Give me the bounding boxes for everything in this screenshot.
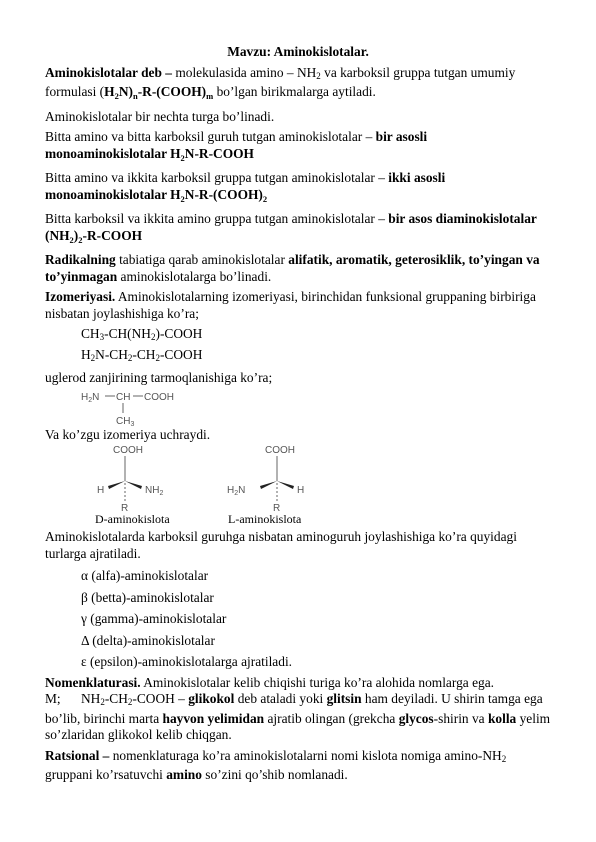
d-aminokislota-label: D-aminokislota [95,512,170,526]
l-aminokislota-label: L-aminokislota [228,512,302,526]
mono-paragraph: Bitta amino va bitta karboksil guruh tutgan aminokislotalar – bir asosli monoaminokislotalar $H_2N-R$-COOH [45,129,428,163]
svg-text:CH: CH [116,391,131,403]
isomer-formula-2: H2N-CH2-CH2-COOH [81,346,203,363]
page-title: Mavzu: Aminokislotalar. [227,44,369,59]
mirror-paragraph: Va ko’zgu izomeriya uchraydi. [45,426,211,442]
svg-text:COOH: COOH [144,391,174,403]
nomenclature-paragraph: Nomenklaturasi. Aminokislotalar kelib chiqishi turiga ko’ra alohida nomlarga ega. [45,674,495,690]
svg-text:COOH: COOH [265,445,295,456]
svg-text:NH2: $NH_2$ [145,485,164,497]
svg-text:R: R [273,503,281,513]
greek-item-epsilon: ε (epsilon)-aminokislotalarga ajratiladi. [81,654,293,669]
diamino-paragraph: Bitta karboksil va ikkita amino gruppa tutgan aminokislotalar – bir asos diaminokislotalar $(NH_2)_2-R$-COOH [45,211,537,245]
svg-text:H2N: $H_2N$ [81,391,100,404]
svg-text:H: H [97,485,105,496]
svg-text:CH3: $CH_3$ [116,415,135,427]
l-amino-acid-structure [227,445,304,513]
svg-text:R: R [121,503,129,513]
rational-paragraph: Ratsional – nomenklaturaga ko’ra aminokislotalarni nomi kislota nomiga amino-NH2 gruppani ko’rsatuvchi amino so’zini qo’shib nomlanadi. [45,747,507,782]
branched-formula-diagram [45,387,245,427]
document-page [45,44,551,788]
position-paragraph: Aminokislotalarda karboksil guruhga nisbatan aminoguruh joylashishiga ko’ra quyidagi turlarga ajratiladi. [45,529,517,561]
isomer-paragraph: Izomeriyasi. Aminokislotalarning izomeriyasi, birinchidan funksional gruppaning birbiriga nisbatan joylashishiga ko’ra; [45,289,536,321]
greek-item-delta: Δ (delta)-aminokislotalar [81,632,215,648]
isomer-formula-1: CH3-CH(NH2)-COOH [81,326,203,342]
greek-item-gamma: γ (gamma)-aminokislotalar [81,611,227,626]
d-amino-acid-structure [97,445,163,513]
carbon-chain-paragraph: uglerod zanjirining tarmoqlanishiga ko’ra; [45,370,273,385]
svg-text:H2N: $H_2N$ [227,485,246,497]
greek-item-alpha: α (alfa)-aminokislotalar [81,568,209,583]
dibasic-paragraph: Bitta amino va ikkita karboksil gruppa tutgan aminokislotalar – ikki asosli monoaminokislotalar $H_2N-R-(COOH)_2$ [45,170,446,204]
radical-paragraph: Radikalning tabiatiga qarab aminokislotalar alifatik, aromatik, geterosiklik, to’yingan va to’yinmagan aminokislotalarga bo’linadi. [45,252,540,284]
general-formula: $H_2N)_n-R-(COOH)_m$ [104,84,214,101]
glycine-example: M; NH2-CH2-COOH – glikokol deb ataladi yoki glitsin ham deyiladi. U shirin tamga ega bo’lib, birinchi marta hayvon yelimidan ajratib olingan (grekcha glycos-shirin va kolla yelim so’zlaridan glikokol kelib chiqgan. [45,691,551,742]
mirror-isomers-diagram [45,443,551,527]
definition-paragraph: Aminokislotalar deb – molekulasida amino – NH2 va karboksil gruppa tutgan umumiy formulasi $(H_2N)_n-R-(COOH)_m$ bo’lgan birikmalarga aytiladi. [45,64,516,101]
greek-item-beta: β (betta)-aminokislotalar [81,589,214,605]
svg-text:COOH: COOH [113,445,143,456]
definition-term: Aminokislotalar deb – [45,64,172,80]
types-paragraph: Aminokislotalar bir nechta turga bo’linadi. [45,108,275,124]
svg-text:H: H [297,485,305,496]
